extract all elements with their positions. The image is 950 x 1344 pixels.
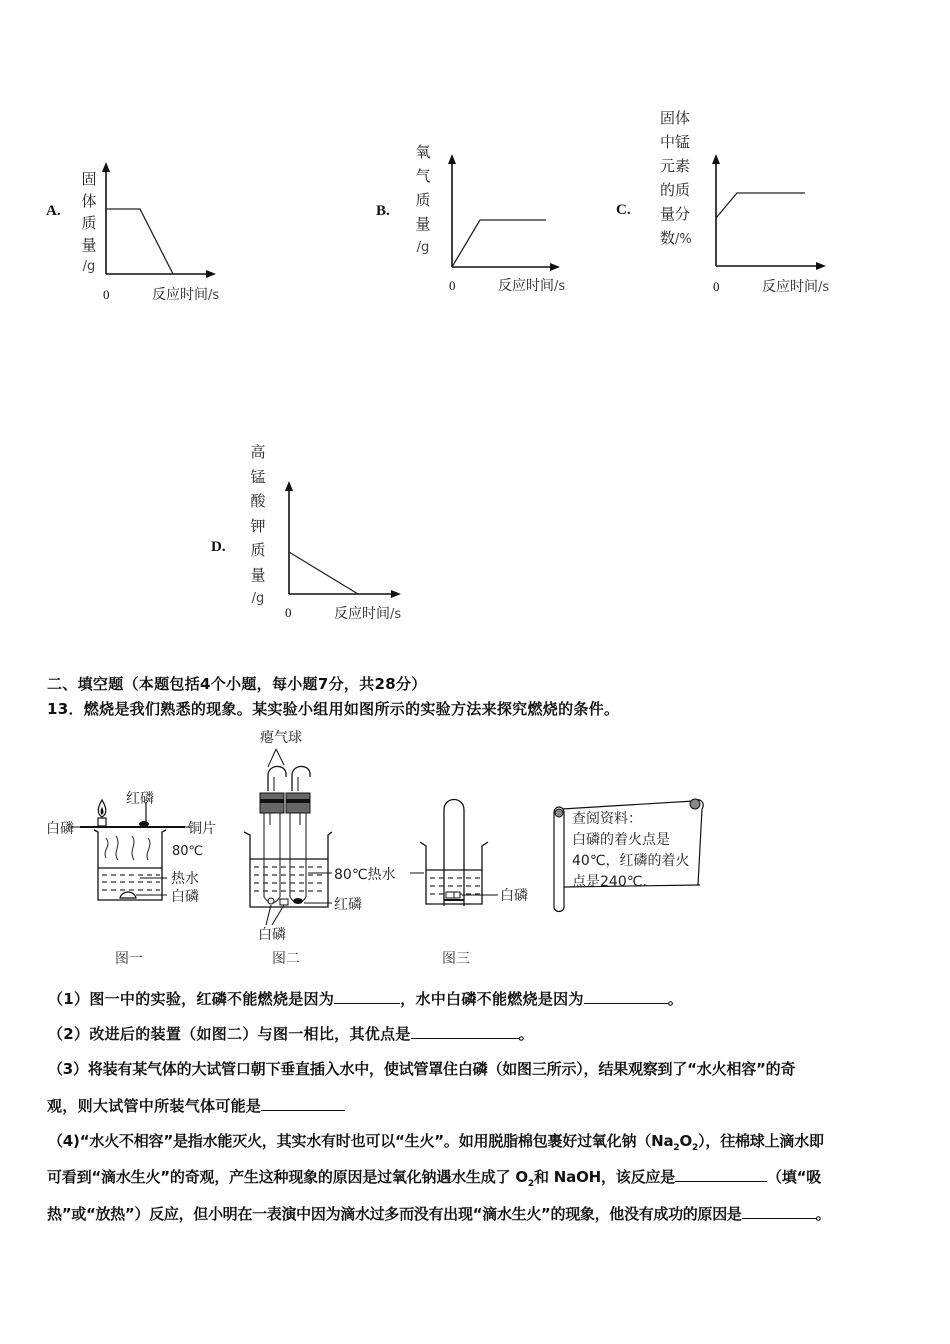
answer-blank-1a[interactable] — [334, 989, 400, 1004]
x-axis-label: 反应时间/s — [762, 279, 830, 295]
label-red-phosphorus: 红磷 — [334, 897, 362, 913]
graph-a-plot — [100, 160, 220, 285]
section-heading: 二、填空题（本题包括4个小题，每小题7分，共28分） — [47, 675, 427, 693]
graph-c-plot — [710, 152, 830, 272]
x-axis-label: 反应时间/s — [498, 278, 566, 294]
sub-question-3-line-1: （3）将装有某气体的大试管口朝下垂直插入水中，使试管罩住白磷（如图三所示），结果观察到了“水火相容”的奇 — [48, 1060, 796, 1078]
sub-question-4-line-2: 可看到“滴水生火”的奇观，产生这种现象的原因是过氧化钠遇水生成了 $O_2$和 NaOH，该反应是 （填“吸 — [47, 1168, 822, 1189]
graph-b-plot — [446, 152, 566, 272]
y-axis-label: 固体 中锰 元素 的质 量分 数/% — [660, 109, 692, 247]
label-white-phosphorus-top: 白磷 — [46, 821, 74, 837]
label-white-phosphorus: 白磷 — [258, 927, 286, 943]
figure-3-caption: 图三 — [442, 951, 470, 967]
option-d — [200, 435, 430, 625]
y-axis-label: 氧 气 质 量 /g — [415, 143, 431, 255]
option-letter: B. — [376, 203, 390, 219]
graph-d-plot — [283, 479, 408, 599]
reference-note-text: 查阅资料： 白磷的着火点是 40℃，红磷的着火 点是240℃. — [572, 811, 690, 890]
x-axis-label: 反应时间/s — [152, 287, 220, 303]
label-temperature: 80℃ — [172, 844, 204, 859]
y-axis-label: 高 锰 酸 钾 质 量 /g — [250, 443, 266, 606]
sub-question-3-line-2: 观，则大试管中所装气体可能是 — [47, 1095, 345, 1116]
origin-label: 0 — [285, 605, 292, 620]
option-c — [610, 100, 860, 300]
label-hot-water: 热水 — [171, 871, 199, 887]
option-b — [370, 130, 600, 300]
x-axis-label: 反应时间/s — [334, 606, 402, 622]
sub-question-2: （2）改进后的装置（如图二）与图一相比，其优点是 。 — [48, 1025, 534, 1043]
figure-2-caption: 图二 — [272, 951, 300, 967]
label-copper-plate: 铜片 — [188, 821, 216, 837]
figure-3 — [410, 790, 550, 970]
sub-question-4-line-3: 热”或“放热”）反应，但小明在一表演中因为滴水过多而没有出现“滴水生火”的现象，他没有成功的原因是 。 — [47, 1205, 831, 1223]
option-a — [40, 160, 300, 310]
origin-label: 0 — [449, 278, 456, 293]
answer-blank-4a[interactable] — [675, 1167, 767, 1182]
label-white-phosphorus-bottom: 白磷 — [171, 889, 199, 905]
sub-question-4-line-1: （4)“水火不相容”是指水能灭火，其实水有时也可以“生火”。如用脱脂棉包裹好过氧化钠$(Na_2O_2)$，往棉球上滴水即 — [48, 1132, 824, 1153]
option-letter: C. — [616, 202, 631, 218]
label-balloon: 瘪气球 — [260, 730, 302, 746]
origin-label: 0 — [103, 287, 110, 302]
y-axis-label: 固 体 质 量 /g — [81, 170, 97, 274]
origin-label: 0 — [713, 279, 720, 294]
sub-question-1: （1）图一中的实验，红磷不能燃烧是因为 ，水中白磷不能燃烧是因为 。 — [48, 990, 684, 1008]
question-stem: 13．燃烧是我们熟悉的现象。某实验小组用如图所示的实验方法来探究燃烧的条件。 — [47, 700, 620, 718]
label-red-phosphorus: 红磷 — [126, 791, 154, 807]
option-letter: D. — [211, 539, 226, 555]
reference-note — [548, 795, 708, 915]
figure-3-apparatus — [410, 790, 550, 920]
figure-2 — [240, 725, 410, 970]
answer-blank-3[interactable] — [261, 1096, 345, 1111]
figure-1-caption: 图一 — [115, 951, 143, 967]
answer-blank-4b[interactable] — [742, 1204, 816, 1219]
answer-blank-2[interactable] — [411, 1024, 519, 1039]
figure-2-apparatus — [240, 725, 410, 945]
answer-blank-1b[interactable] — [584, 989, 668, 1004]
option-letter: A. — [46, 203, 61, 219]
label-white-phosphorus: 白磷 — [500, 888, 528, 904]
figure-1 — [40, 780, 240, 970]
label-hot-water: 80℃热水 — [334, 867, 396, 883]
